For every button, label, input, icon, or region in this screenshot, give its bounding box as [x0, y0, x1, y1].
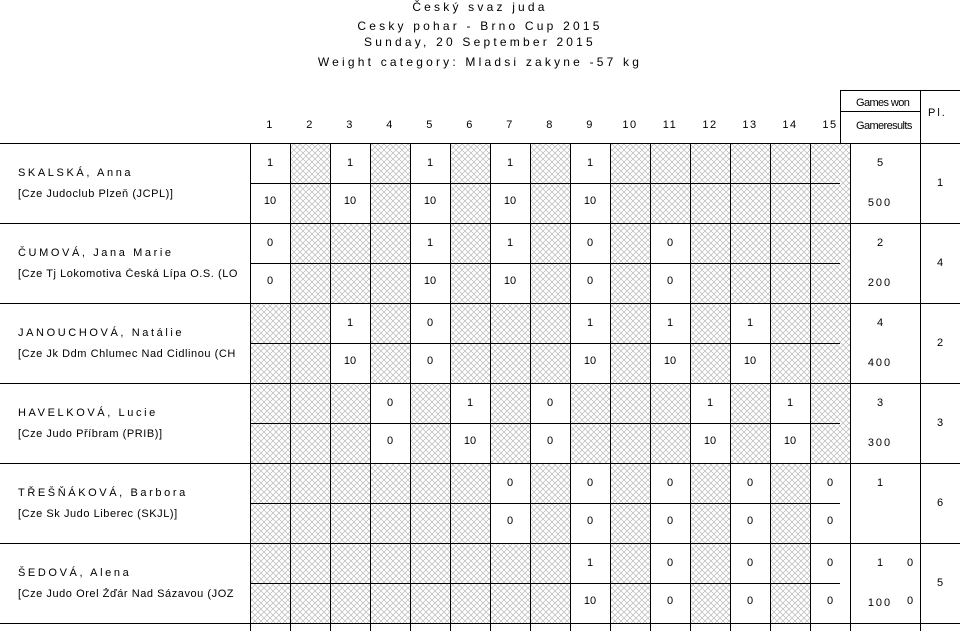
horizontal-rule — [250, 183, 840, 184]
win-cell: 1 — [786, 397, 794, 409]
game-results-value: 400 — [867, 357, 893, 369]
score-cell: 10 — [783, 435, 797, 447]
column-number: 1 — [266, 119, 274, 131]
place-value: 4 — [936, 257, 944, 269]
score-cell: 0 — [386, 435, 394, 447]
win-cell: 0 — [906, 557, 914, 569]
score-cell: 10 — [503, 275, 517, 287]
score-cell: 0 — [666, 275, 674, 287]
horizontal-rule — [0, 143, 960, 144]
column-number: 12 — [702, 119, 718, 131]
score-cell: 10 — [663, 355, 677, 367]
score-cell: 10 — [583, 595, 597, 607]
vertical-rule — [530, 143, 531, 631]
place-value: 2 — [936, 337, 944, 349]
win-cell: 0 — [586, 477, 594, 489]
score-cell: 0 — [906, 595, 914, 607]
competitor-name: HAVELKOVÁ, Lucie — [18, 407, 158, 419]
games-won-header: Games won — [856, 97, 910, 109]
column-number: 8 — [546, 119, 554, 131]
vertical-rule — [840, 90, 841, 143]
score-cell: 0 — [506, 515, 514, 527]
column-number: 14 — [782, 119, 798, 131]
win-cell: 0 — [746, 557, 754, 569]
win-cell: 0 — [386, 397, 394, 409]
horizontal-rule — [250, 423, 840, 424]
win-cell: 1 — [426, 237, 434, 249]
score-cell: 10 — [463, 435, 477, 447]
horizontal-rule — [840, 90, 960, 91]
games-won-value: 1 — [876, 477, 884, 489]
win-cell: 1 — [706, 397, 714, 409]
column-number: 9 — [586, 119, 594, 131]
score-cell: 10 — [583, 355, 597, 367]
score-cell: 0 — [746, 595, 754, 607]
games-won-value: 5 — [876, 157, 884, 169]
score-cell: 0 — [666, 595, 674, 607]
win-cell: 1 — [746, 317, 754, 329]
column-number: 11 — [662, 119, 678, 131]
vertical-rule — [450, 143, 451, 631]
score-cell: 10 — [583, 195, 597, 207]
win-cell: 0 — [746, 477, 754, 489]
win-cell: 0 — [546, 397, 554, 409]
column-number: 2 — [306, 119, 314, 131]
vertical-rule — [770, 143, 771, 631]
win-cell: 0 — [586, 237, 594, 249]
win-cell: 0 — [266, 237, 274, 249]
horizontal-rule — [0, 623, 960, 624]
horizontal-rule — [0, 463, 960, 464]
game-results-header: Gameresults — [856, 120, 912, 132]
vertical-rule — [610, 143, 611, 631]
column-number: 5 — [426, 119, 434, 131]
column-number: 10 — [622, 119, 638, 131]
game-results-value: 500 — [867, 197, 893, 209]
score-cell: 10 — [703, 435, 717, 447]
horizontal-rule — [0, 303, 960, 304]
score-cell: 0 — [746, 515, 754, 527]
competitor-name: ČUMOVÁ, Jana Marie — [18, 247, 174, 259]
column-number: 15 — [822, 119, 838, 131]
horizontal-rule — [840, 111, 920, 112]
score-cell: 0 — [266, 275, 274, 287]
competitor-club: [Cze Tj Lokomotiva Česká Lípa O.S. (LO — [18, 268, 239, 280]
win-cell: 1 — [266, 157, 274, 169]
place-header: Pl. — [928, 107, 947, 119]
competitor-club: [Cze Judo Příbram (PRIB)] — [18, 428, 163, 440]
win-cell: 0 — [666, 237, 674, 249]
score-cell: 0 — [586, 515, 594, 527]
win-cell: 1 — [346, 157, 354, 169]
score-cell: 10 — [423, 195, 437, 207]
place-value: 3 — [936, 417, 944, 429]
score-cell: 0 — [826, 515, 834, 527]
win-cell: 1 — [466, 397, 474, 409]
vertical-rule — [490, 143, 491, 631]
score-cell: 10 — [263, 195, 277, 207]
win-cell: 1 — [586, 317, 594, 329]
win-cell: 0 — [426, 317, 434, 329]
vertical-rule — [250, 143, 251, 631]
horizontal-rule — [0, 383, 960, 384]
horizontal-rule — [250, 343, 840, 344]
score-cell: 0 — [426, 355, 434, 367]
games-won-value: 4 — [876, 317, 884, 329]
score-cell: 0 — [666, 515, 674, 527]
horizontal-rule — [0, 223, 960, 224]
win-cell: 0 — [826, 557, 834, 569]
win-cell: 0 — [666, 557, 674, 569]
competitor-club: [Cze Sk Judo Liberec (SKJL)] — [18, 508, 178, 520]
win-cell: 1 — [506, 157, 514, 169]
game-results-value: 300 — [867, 437, 893, 449]
score-cell: 0 — [586, 275, 594, 287]
game-results-value: 100 — [867, 597, 893, 609]
win-cell: 0 — [826, 477, 834, 489]
place-value: 5 — [936, 577, 944, 589]
vertical-rule — [920, 90, 921, 143]
header-line-1: Český svaz juda — [412, 0, 548, 14]
win-cell: 1 — [426, 157, 434, 169]
header-line-3: Sunday, 20 September 2015 — [364, 35, 596, 49]
score-cell: 10 — [423, 275, 437, 287]
vertical-rule — [290, 143, 291, 631]
competitor-name: JANOUCHOVÁ, Natálie — [18, 327, 185, 339]
win-cell: 1 — [506, 237, 514, 249]
score-cell: 0 — [546, 435, 554, 447]
column-number: 4 — [386, 119, 394, 131]
score-cell: 10 — [743, 355, 757, 367]
win-cell: 1 — [586, 557, 594, 569]
vertical-rule — [370, 143, 371, 631]
win-cell: 1 — [346, 317, 354, 329]
score-cell: 0 — [826, 595, 834, 607]
win-cell: 0 — [506, 477, 514, 489]
game-results-value: 200 — [867, 277, 893, 289]
horizontal-rule — [0, 543, 960, 544]
place-value: 1 — [936, 177, 944, 189]
competitor-name: ŠEDOVÁ, Alena — [18, 567, 132, 579]
score-cell: 10 — [343, 355, 357, 367]
competitor-name: SKALSKÁ, Anna — [18, 167, 134, 179]
games-won-value: 2 — [876, 237, 884, 249]
score-cell: 10 — [503, 195, 517, 207]
horizontal-rule — [250, 583, 840, 584]
horizontal-rule — [250, 263, 840, 264]
competitor-name: TŘEŠŇÁKOVÁ, Barbora — [18, 487, 188, 499]
games-won-value: 1 — [876, 557, 884, 569]
competitor-club: [Cze Judoclub Plzeň (JCPL)] — [18, 188, 174, 200]
vertical-rule — [690, 143, 691, 631]
win-cell: 0 — [666, 477, 674, 489]
win-cell: 1 — [666, 317, 674, 329]
score-cell: 10 — [343, 195, 357, 207]
column-number: 13 — [742, 119, 758, 131]
games-won-value: 3 — [876, 397, 884, 409]
column-number: 3 — [346, 119, 354, 131]
horizontal-rule — [250, 503, 840, 504]
vertical-rule — [330, 143, 331, 631]
column-number: 6 — [466, 119, 474, 131]
vertical-rule — [410, 143, 411, 631]
win-cell: 1 — [586, 157, 594, 169]
column-number: 7 — [506, 119, 514, 131]
place-value: 6 — [936, 497, 944, 509]
header-line-4: Weight category: Mladsi zakyne -57 kg — [317, 55, 643, 69]
competitor-club: [Cze Judo Orel Žďár Nad Sázavou (JOZ — [18, 588, 235, 600]
competitor-club: [Cze Jk Ddm Chlumec Nad Cidlinou (CH — [18, 348, 236, 360]
header-line-2: Cesky pohar - Brno Cup 2015 — [357, 19, 603, 33]
